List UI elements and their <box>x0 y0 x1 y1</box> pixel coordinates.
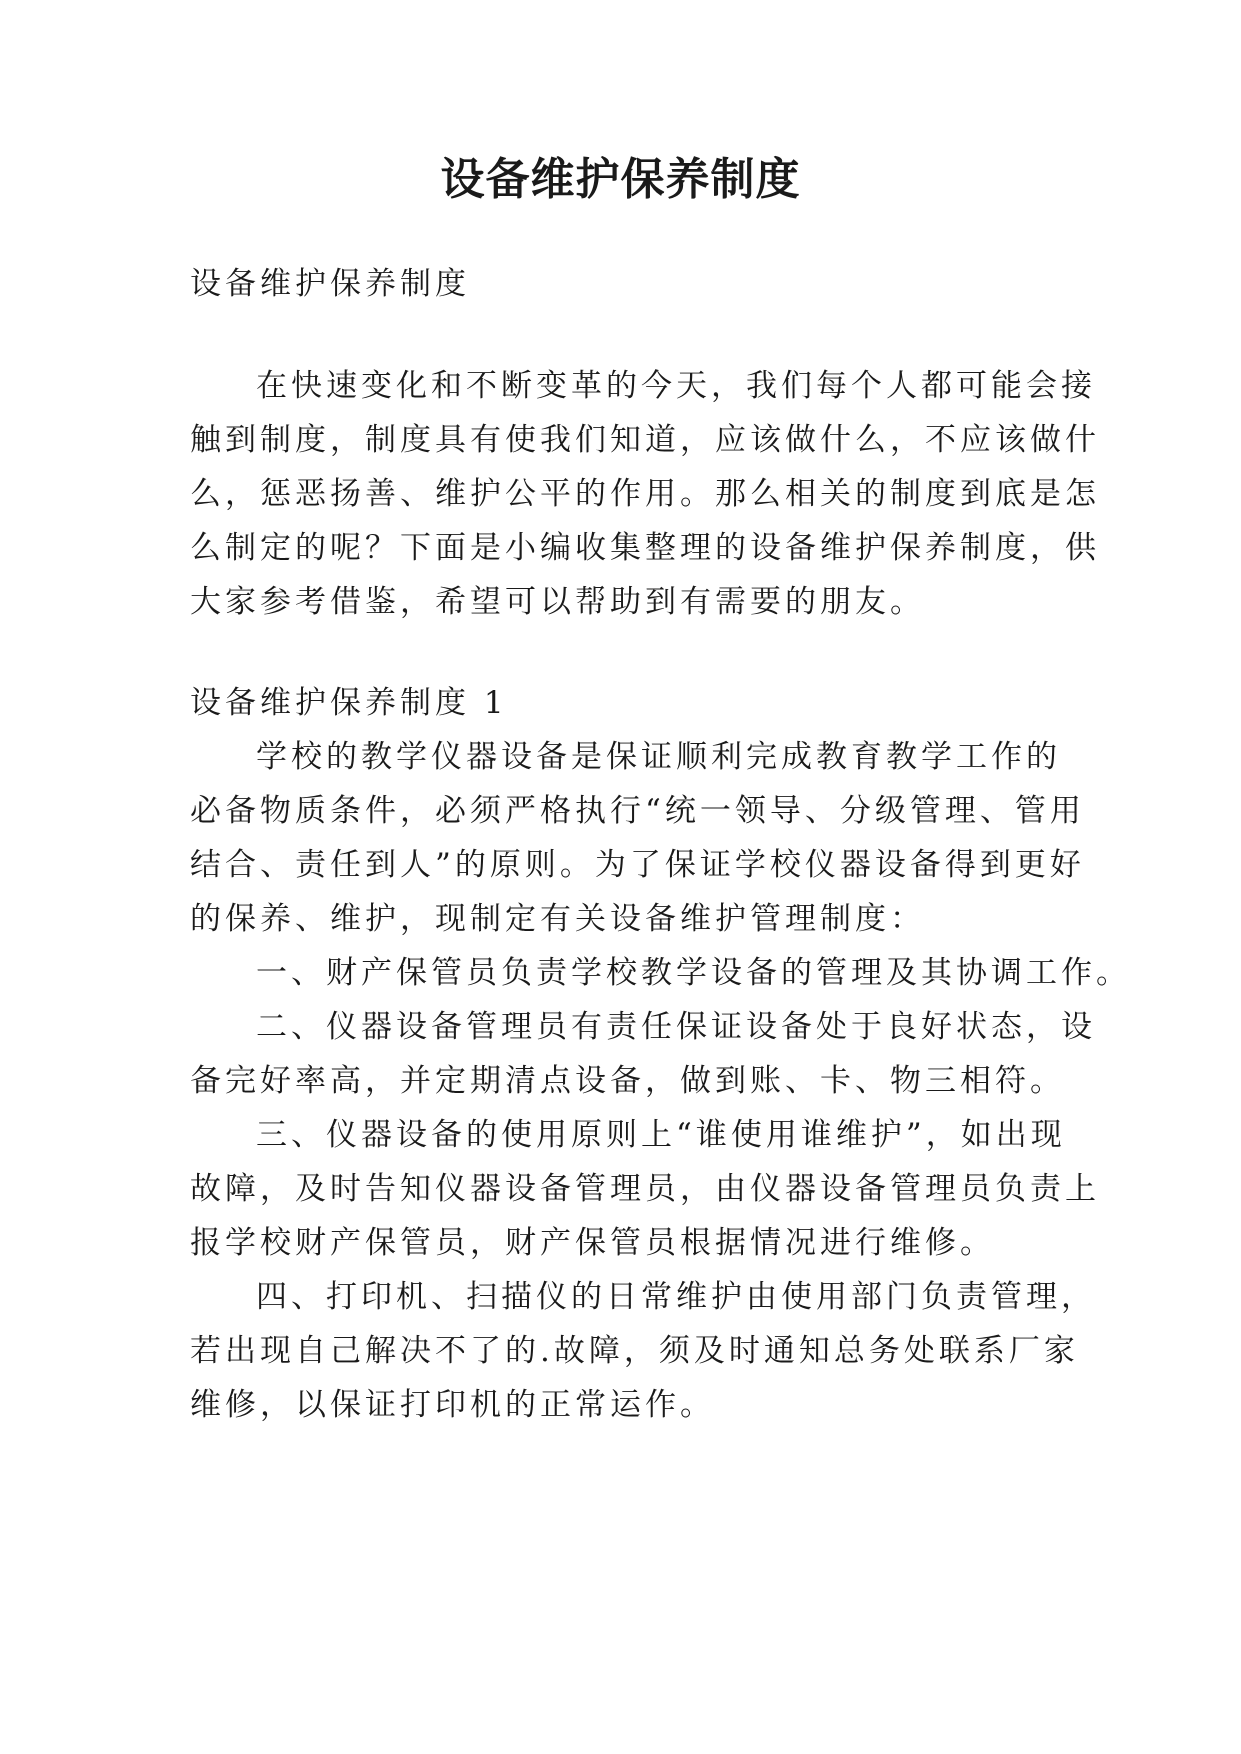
intro-line: 大家参考借鉴，希望可以帮助到有需要的朋友。 <box>190 584 925 620</box>
section-line: 二、仪器设备管理员有责任保证设备处于良好状态，设 <box>256 1009 1096 1045</box>
intro-line: 触到制度，制度具有使我们知道，应该做什么，不应该做什 <box>190 422 1100 458</box>
section-line: 三、仪器设备的使用原则上“谁使用谁维护”，如出现 <box>256 1117 1066 1153</box>
section-line: 结合、责任到人”的原则。为了保证学校仪器设备得到更好 <box>190 847 1085 883</box>
intro-line: 在快速变化和不断变革的今天，我们每个人都可能会接 <box>256 368 1096 404</box>
section-line: 维修，以保证打印机的正常运作。 <box>190 1387 715 1423</box>
section-line: 的保养、维护，现制定有关设备维护管理制度： <box>190 901 925 937</box>
document-subtitle: 设备维护保养制度 <box>190 266 470 302</box>
section-line: 报学校财产保管员，财产保管员根据情况进行维修。 <box>190 1225 995 1261</box>
section-line: 必备物质条件，必须严格执行“统一领导、分级管理、管用 <box>190 793 1085 829</box>
document-title: 设备维护保养制度 <box>440 154 801 205</box>
section-line: 一、财产保管员负责学校教学设备的管理及其协调工作。 <box>256 955 1131 991</box>
section-line: 若出现自己解决不了的.故障，须及时通知总务处联系厂家 <box>190 1333 1079 1369</box>
section-line: 备完好率高，并定期清点设备，做到账、卡、物三相符。 <box>190 1063 1065 1099</box>
section-line: 四、打印机、扫描仪的日常维护由使用部门负责管理， <box>256 1279 1096 1315</box>
section-line: 故障，及时告知仪器设备管理员，由仪器设备管理员负责上 <box>190 1171 1100 1207</box>
section-heading: 设备维护保养制度 1 <box>190 685 508 721</box>
section-line: 学校的教学仪器设备是保证顺利完成教育教学工作的 <box>256 739 1061 775</box>
intro-line: 么制定的呢？下面是小编收集整理的设备维护保养制度，供 <box>190 530 1100 566</box>
intro-line: 么，惩恶扬善、维护公平的作用。那么相关的制度到底是怎 <box>190 476 1100 512</box>
